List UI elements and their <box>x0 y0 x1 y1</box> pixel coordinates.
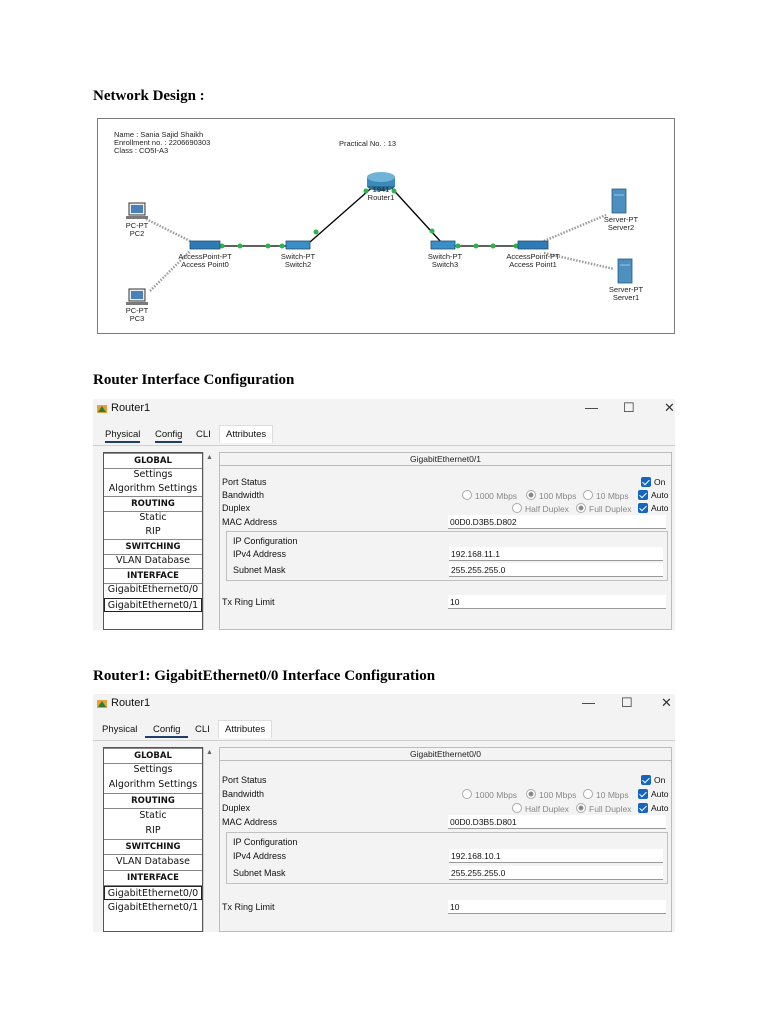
radio-icon <box>576 803 586 813</box>
checkbox-checked-icon <box>641 477 651 487</box>
bandwidth-1000-radio[interactable]: 1000 Mbps <box>462 789 517 800</box>
router-label: 1941 Router1 <box>367 185 395 202</box>
access-point-icon <box>190 241 220 249</box>
pc2-label: PC-PT PC2 <box>125 221 149 238</box>
duplex-auto-checkbox[interactable]: Auto <box>638 803 669 813</box>
port-status-on-checkbox[interactable]: On <box>641 477 665 487</box>
duplex-full-radio[interactable]: Full Duplex <box>576 803 632 814</box>
sidebar-header-routing: ROUTING <box>104 793 202 809</box>
bandwidth-10-radio[interactable]: 10 Mbps <box>583 490 629 501</box>
bandwidth-auto-checkbox[interactable]: Auto <box>638 789 669 799</box>
minimize-button[interactable]: — <box>585 400 598 415</box>
tx-ring-limit-input[interactable]: 10 <box>448 595 666 609</box>
checkbox-checked-icon <box>638 789 648 799</box>
mac-address-label: MAC Address <box>222 817 278 827</box>
checkbox-checked-icon <box>641 775 651 785</box>
sidebar-scrollbar[interactable] <box>203 452 216 630</box>
heading-network-design: Network Design : <box>93 88 205 104</box>
sidebar-item-vlan-database[interactable]: VLAN Database <box>116 856 190 867</box>
checkbox-checked-icon <box>638 490 648 500</box>
ap0-label: AccessPoint-PT Access Point0 <box>178 252 232 269</box>
heading-router-g00: Router1: GigabitEthernet0/0 Interface Configuration <box>93 668 436 684</box>
switch-icon <box>286 241 310 249</box>
tab-cli[interactable]: CLI <box>196 429 211 440</box>
bandwidth-100-radio[interactable]: 100 Mbps <box>526 490 576 501</box>
class-label: Class : CO5I-A3 <box>114 146 169 155</box>
server-icon <box>612 189 626 213</box>
tab-cli[interactable]: CLI <box>195 724 210 735</box>
ip-configuration-label: IP Configuration <box>233 536 298 546</box>
radio-icon <box>576 503 586 513</box>
ipv4-address-label: IPv4 Address <box>233 851 287 861</box>
pc3-label: PC-PT PC3 <box>125 306 149 323</box>
sidebar-item-g01[interactable]: GigabitEthernet0/1 <box>104 598 202 612</box>
packet-tracer-icon <box>96 403 108 415</box>
window-titlebar <box>93 694 675 716</box>
config-sidebar <box>103 452 203 630</box>
ip-configuration-label: IP Configuration <box>233 837 298 847</box>
bandwidth-10-radio[interactable]: 10 Mbps <box>583 789 629 800</box>
sidebar-item-settings[interactable]: Settings <box>133 764 173 775</box>
sidebar-item-algorithm-settings[interactable]: Algorithm Settings <box>108 779 198 790</box>
window-title: Router1 <box>111 697 151 709</box>
duplex-auto-checkbox[interactable]: Auto <box>638 503 669 513</box>
port-status-label: Port Status <box>222 775 267 785</box>
radio-icon <box>512 503 522 513</box>
port-status-on-checkbox[interactable]: On <box>641 775 665 785</box>
tab-config[interactable]: Config <box>155 429 182 443</box>
practical-number: Practical No. : 13 <box>339 139 397 148</box>
switch2-label: Switch-PT Switch2 <box>280 252 316 269</box>
radio-icon <box>526 789 536 799</box>
close-button[interactable]: ✕ <box>661 695 672 710</box>
sidebar-item-g01[interactable]: GigabitEthernet0/1 <box>107 902 199 913</box>
port-status-label: Port Status <box>222 477 267 487</box>
router-config-window-g01 <box>93 399 675 630</box>
sidebar-header-switching: SWITCHING <box>104 539 202 555</box>
bandwidth-100-radio[interactable]: 100 Mbps <box>526 789 576 800</box>
author-name: Name : Sania Sajid Shaikh <box>114 130 204 139</box>
sidebar-header-interface: INTERFACE <box>104 568 202 584</box>
tab-attributes[interactable]: Attributes <box>218 720 272 738</box>
sidebar-item-static[interactable]: Static <box>139 512 167 523</box>
sidebar-item-algorithm-settings[interactable]: Algorithm Settings <box>108 483 198 494</box>
interface-name: GigabitEthernet0/1 <box>220 453 671 466</box>
bandwidth-auto-checkbox[interactable]: Auto <box>638 490 669 500</box>
subnet-mask-input[interactable]: 255.255.255.0 <box>449 866 663 880</box>
close-button[interactable]: ✕ <box>664 400 675 415</box>
sidebar-header-switching: SWITCHING <box>104 839 202 855</box>
tx-ring-limit-label: Tx Ring Limit <box>222 902 275 912</box>
bandwidth-label: Bandwidth <box>222 490 265 500</box>
sidebar-item-g00[interactable]: GigabitEthernet0/0 <box>104 886 202 900</box>
interface-name: GigabitEthernet0/0 <box>220 748 671 761</box>
mac-address-field[interactable]: 00D0.D3B5.D802 <box>448 515 666 529</box>
checkbox-checked-icon <box>638 503 648 513</box>
sidebar-item-rip[interactable]: RIP <box>145 825 161 836</box>
radio-icon <box>512 803 522 813</box>
pc-icon <box>126 289 148 305</box>
packet-tracer-icon <box>96 698 108 710</box>
router-config-window-g00 <box>93 694 675 932</box>
ip-configuration-box <box>226 531 668 581</box>
maximize-button[interactable]: ☐ <box>623 400 635 415</box>
window-titlebar <box>93 399 675 421</box>
sidebar-item-rip[interactable]: RIP <box>145 526 161 537</box>
tab-attributes[interactable]: Attributes <box>219 425 273 443</box>
server1-label: Server-PT Server1 <box>608 285 644 302</box>
radio-icon <box>583 789 593 799</box>
ip-configuration-box <box>226 832 668 884</box>
window-title: Router1 <box>111 402 151 414</box>
bandwidth-label: Bandwidth <box>222 789 265 799</box>
maximize-button[interactable]: ☐ <box>621 695 633 710</box>
sidebar-scrollbar[interactable] <box>203 747 216 932</box>
mac-address-field[interactable]: 00D0.D3B5.D801 <box>448 815 666 829</box>
tab-physical[interactable]: Physical <box>105 429 140 443</box>
config-panel <box>93 740 675 932</box>
sidebar-item-g00[interactable]: GigabitEthernet0/0 <box>107 584 199 595</box>
duplex-half-radio[interactable]: Half Duplex <box>512 803 569 814</box>
switch-icon <box>431 241 455 249</box>
duplex-label: Duplex <box>222 503 251 513</box>
tab-physical[interactable]: Physical <box>102 724 138 735</box>
network-topology-diagram <box>97 118 675 334</box>
radio-icon <box>462 789 472 799</box>
radio-icon <box>462 490 472 500</box>
duplex-full-radio[interactable]: Full Duplex <box>576 503 632 514</box>
heading-router-interface: Router Interface Configuration <box>93 372 295 388</box>
access-point-icon <box>518 241 548 249</box>
sidebar-item-vlan-database[interactable]: VLAN Database <box>116 555 190 566</box>
ipv4-address-label: IPv4 Address <box>233 549 287 559</box>
scroll-up-icon[interactable]: ▲ <box>206 454 213 461</box>
tab-config[interactable]: Config <box>145 724 188 738</box>
sidebar-item-settings[interactable]: Settings <box>133 469 173 480</box>
checkbox-checked-icon <box>638 803 648 813</box>
subnet-mask-input[interactable]: 255.255.255.0 <box>449 563 663 577</box>
enrollment-number: Enrollment no. : 2206690303 <box>114 138 211 147</box>
ipv4-address-input[interactable]: 192.168.10.1 <box>449 849 663 863</box>
server2-label: Server-PT Server2 <box>603 215 639 232</box>
sidebar-header-interface: INTERFACE <box>104 870 202 886</box>
interface-panel <box>219 747 672 932</box>
topology-links <box>98 119 674 333</box>
sidebar-item-static[interactable]: Static <box>139 810 167 821</box>
scroll-up-icon[interactable]: ▲ <box>206 749 213 756</box>
subnet-mask-label: Subnet Mask <box>233 565 286 575</box>
radio-icon <box>526 490 536 500</box>
minimize-button[interactable]: — <box>582 695 595 710</box>
server-icon <box>618 259 632 283</box>
sidebar-header-global: GLOBAL <box>104 748 202 764</box>
interface-panel <box>219 452 672 630</box>
pc-icon <box>126 203 148 219</box>
duplex-label: Duplex <box>222 803 251 813</box>
ap1-label: AccessPoint-PT Access Point1 <box>506 252 560 269</box>
tx-ring-limit-input[interactable]: 10 <box>448 900 666 914</box>
tab-bar <box>93 425 675 445</box>
ipv4-address-input[interactable]: 192.168.11.1 <box>449 547 663 561</box>
duplex-half-radio[interactable]: Half Duplex <box>512 503 569 514</box>
mac-address-label: MAC Address <box>222 517 278 527</box>
sidebar-header-global: GLOBAL <box>104 453 202 469</box>
sidebar-header-routing: ROUTING <box>104 496 202 512</box>
config-sidebar <box>103 747 203 932</box>
config-panel <box>93 445 675 630</box>
tab-bar <box>93 720 675 740</box>
subnet-mask-label: Subnet Mask <box>233 868 286 878</box>
radio-icon <box>583 490 593 500</box>
switch3-label: Switch-PT Switch3 <box>427 252 463 269</box>
bandwidth-1000-radio[interactable]: 1000 Mbps <box>462 490 517 501</box>
tx-ring-limit-label: Tx Ring Limit <box>222 597 275 607</box>
